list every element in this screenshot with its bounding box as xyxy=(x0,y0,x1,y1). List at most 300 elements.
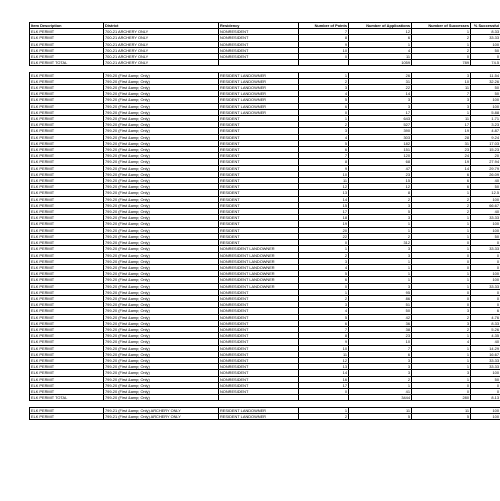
cell-residency: NONRESIDENT xyxy=(219,364,299,370)
cell-district: 799-20 (First &amp; Only) xyxy=(104,103,219,109)
cell-percent-successful: 4.35 xyxy=(471,333,500,339)
cell-percent-successful: 50 xyxy=(471,376,500,382)
cell-percent-successful: 33.33 xyxy=(471,246,500,252)
cell-number-of-points: 7 xyxy=(299,29,349,35)
cell-residency: NONRESIDENT xyxy=(219,302,299,308)
cell-district: 799-20 (First &amp; Only) xyxy=(104,370,219,376)
cell-number-of-successes: 0 xyxy=(412,295,471,301)
cell-number-of-points: 3 xyxy=(299,85,349,91)
cell-number-of-applications: 182 xyxy=(349,140,412,146)
cell-number-of-points: 16 xyxy=(299,376,349,382)
cell-number-of-points: 22 xyxy=(299,233,349,239)
cell-residency: RESIDENT xyxy=(219,184,299,190)
cell-district: 799-20 (First &amp; Only) xyxy=(104,190,219,196)
cell-number-of-applications: 6 xyxy=(349,351,412,357)
cell-item-description: ELK PERMIT xyxy=(30,109,104,115)
cell-residency: RESIDENT xyxy=(219,159,299,165)
cell-number-of-successes: 5 xyxy=(412,413,471,419)
cell-item-description: ELK PERMIT xyxy=(30,134,104,140)
cell-item-description: ELK PERMIT xyxy=(30,171,104,177)
cell-item-description: ELK PERMIT xyxy=(30,103,104,109)
cell-residency: RESIDENT xyxy=(219,240,299,246)
cell-district: 799-20 (First &amp; Only) xyxy=(104,140,219,146)
cell-residency: NONRESIDENT xyxy=(219,382,299,388)
cell-percent-successful: 0 xyxy=(471,252,500,258)
cell-item-description: ELK PERMIT xyxy=(30,196,104,202)
cell-item-description: ELK PERMIT xyxy=(30,271,104,277)
cell-residency: RESIDENT xyxy=(219,147,299,153)
cell-district: 799-21 (First &amp; Only) ARCHERY ONLY xyxy=(104,407,219,413)
cell-number-of-applications: 1 xyxy=(349,221,412,227)
cell-item-description: ELK PERMIT xyxy=(30,202,104,208)
cell-district: 700-21 ARCHERY ONLY xyxy=(104,29,219,35)
cell-item-description: ELK PERMIT xyxy=(30,233,104,239)
cell-residency: RESIDENT LANDOWNER xyxy=(219,78,299,84)
cell-district: 799-20 (First &amp; Only) xyxy=(104,215,219,221)
cell-district: 799-20 (First &amp; Only) xyxy=(104,153,219,159)
cell-district: 799-20 (First &amp; Only) xyxy=(104,357,219,363)
cell-residency: RESIDENT xyxy=(219,165,299,171)
cell-number-of-applications: 1059 xyxy=(349,60,412,66)
cell-item-description: ELK PERMIT xyxy=(30,128,104,134)
cell-number-of-successes: 2 xyxy=(412,209,471,215)
cell-item-description: ELK PERMIT xyxy=(30,289,104,295)
cell-percent-successful: 100 xyxy=(471,277,500,283)
cell-percent-successful: 0 xyxy=(471,289,500,295)
cell-percent-successful: 100 xyxy=(471,407,500,413)
cell-item-description: ELK PERMIT xyxy=(30,333,104,339)
cell-item-description: ELK PERMIT xyxy=(30,227,104,233)
cell-percent-successful: 33.33 xyxy=(471,364,500,370)
cell-residency: RESIDENT xyxy=(219,122,299,128)
cell-number-of-successes: 2 xyxy=(412,47,471,53)
cell-number-of-applications: 42 xyxy=(349,314,412,320)
header-number-of-points: Number of Points xyxy=(299,23,349,29)
cell-percent-successful: 0 xyxy=(471,54,500,60)
cell-number-of-points: 5 xyxy=(299,271,349,277)
cell-district: 799-20 (First &amp; Only) xyxy=(104,271,219,277)
cell-number-of-applications: 41 xyxy=(349,388,412,394)
cell-district: 799-20 (First &amp; Only) xyxy=(104,109,219,115)
cell-residency: NONRESIDENT xyxy=(219,333,299,339)
cell-residency: NONRESIDENT xyxy=(219,326,299,332)
cell-number-of-successes: 11 xyxy=(412,116,471,122)
cell-percent-successful: 26.09 xyxy=(471,171,500,177)
cell-number-of-applications: 1 xyxy=(349,41,412,47)
cell-percent-successful: 12.5 xyxy=(471,190,500,196)
cell-percent-successful: 100 xyxy=(471,103,500,109)
cell-residency: NONRESIDENT xyxy=(219,308,299,314)
cell-residency: RESIDENT xyxy=(219,202,299,208)
cell-percent-successful: 8.13 xyxy=(471,395,500,401)
cell-district: 799-20 (First &amp; Only) xyxy=(104,364,219,370)
cell-item-description: ELK PERMIT xyxy=(30,159,104,165)
cell-residency: NONRESIDENT xyxy=(219,370,299,376)
cell-percent-successful: 16.67 xyxy=(471,351,500,357)
cell-item-description: ELK PERMIT xyxy=(30,376,104,382)
cell-percent-successful: 5.88 xyxy=(471,109,500,115)
cell-number-of-successes: 2 xyxy=(412,314,471,320)
cell-number-of-points: 1 xyxy=(299,289,349,295)
cell-number-of-applications: 1 xyxy=(349,277,412,283)
cell-district: 799-20 (First &amp; Only) xyxy=(104,227,219,233)
cell-percent-successful: 1.71 xyxy=(471,116,500,122)
cell-number-of-successes: 0 xyxy=(412,302,471,308)
cell-number-of-applications: 1 xyxy=(349,258,412,264)
cell-number-of-points: 18 xyxy=(299,215,349,221)
cell-number-of-successes: 4 xyxy=(412,339,471,345)
cell-item-description: ELK PERMIT xyxy=(30,140,104,146)
cell-item-description: ELK PERMIT xyxy=(30,295,104,301)
cell-district: 799-20 (First &amp; Only) xyxy=(104,388,219,394)
cell-number-of-successes: 10 xyxy=(412,78,471,84)
cell-number-of-points: 11 xyxy=(299,178,349,184)
cell-number-of-applications: 4 xyxy=(349,47,412,53)
cell-item-description: ELK PERMIT xyxy=(30,413,104,419)
cell-district: 799-20 (First &amp; Only) xyxy=(104,134,219,140)
cell-number-of-successes: 7 xyxy=(412,91,471,97)
cell-district: 799-20 (First &amp; Only) xyxy=(104,314,219,320)
cell-item-description: ELK PERMIT xyxy=(30,35,104,41)
cell-number-of-points: 0 xyxy=(299,54,349,60)
header-percent-successful: % Successful xyxy=(471,23,500,29)
cell-number-of-successes: 6 xyxy=(412,184,471,190)
cell-number-of-points: 2 xyxy=(299,413,349,419)
cell-percent-successful: 0 xyxy=(471,388,500,394)
cell-percent-successful: 50 xyxy=(471,85,500,91)
cell-district: 799-20 (First &amp; Only) xyxy=(104,78,219,84)
cell-number-of-successes: 1 xyxy=(412,41,471,47)
cell-percent-successful: 6 xyxy=(471,308,500,314)
cell-item-description: ELK PERMIT xyxy=(30,78,104,84)
cell-item-description: ELK PERMIT xyxy=(30,370,104,376)
cell-number-of-points: 6 xyxy=(299,320,349,326)
cell-residency: RESIDENT xyxy=(219,153,299,159)
cell-number-of-successes: 1 xyxy=(412,376,471,382)
cell-number-of-points: 1 xyxy=(299,72,349,78)
cell-number-of-successes: 1 xyxy=(412,246,471,252)
cell-number-of-successes: 1 xyxy=(412,357,471,363)
cell-residency: NONRESIDENT xyxy=(219,289,299,295)
cell-number-of-applications: 303 xyxy=(349,134,412,140)
cell-percent-successful: 0 xyxy=(471,240,500,246)
cell-district: 799-20 (First &amp; Only) xyxy=(104,209,219,215)
cell-number-of-applications: 3 xyxy=(349,283,412,289)
cell-percent-successful: 50 xyxy=(471,47,500,53)
cell-item-description: ELK PERMIT xyxy=(30,41,104,47)
cell-number-of-applications: 643 xyxy=(349,116,412,122)
cell-item-description: ELK PERMIT xyxy=(30,407,104,413)
cell-item-description: ELK PERMIT xyxy=(30,240,104,246)
cell-district: 799-20 (First &amp; Only) xyxy=(104,326,219,332)
cell-number-of-points: 4 xyxy=(299,91,349,97)
cell-number-of-applications: 12 xyxy=(349,29,412,35)
cell-residency: RESIDENT LANDOWNER xyxy=(219,72,299,78)
cell-percent-successful: 11.54 xyxy=(471,72,500,78)
cell-district: 799-20 (First &amp; Only) xyxy=(104,246,219,252)
cell-number-of-successes: 14 xyxy=(412,165,471,171)
cell-residency: NONRESIDENT LANDOWNER xyxy=(219,258,299,264)
cell-percent-successful: 15.23 xyxy=(471,147,500,153)
cell-percent-successful: 0 xyxy=(471,382,500,388)
cell-number-of-applications: 5 xyxy=(349,209,412,215)
cell-district: 700-21 ARCHERY ONLY xyxy=(104,54,219,60)
cell-number-of-successes: 3 xyxy=(412,320,471,326)
cell-number-of-points: 7 xyxy=(299,153,349,159)
cell-number-of-applications: 10 xyxy=(349,339,412,345)
cell-number-of-points: 9 xyxy=(299,41,349,47)
cell-number-of-successes: 1 xyxy=(412,351,471,357)
cell-district: 799-20 (First &amp; Only) xyxy=(104,221,219,227)
cell-percent-successful: 8.33 xyxy=(471,320,500,326)
cell-item-description: ELK PERMIT xyxy=(30,184,104,190)
cell-number-of-applications: 50 xyxy=(349,308,412,314)
cell-number-of-applications: 3 xyxy=(349,252,412,258)
cell-number-of-points: 3 xyxy=(299,128,349,134)
cell-number-of-applications: 390 xyxy=(349,128,412,134)
cell-residency: NONRESIDENT LANDOWNER xyxy=(219,283,299,289)
cell-number-of-points: 10 xyxy=(299,171,349,177)
cell-number-of-successes: 19 xyxy=(412,128,471,134)
cell-number-of-applications: 527 xyxy=(349,122,412,128)
cell-percent-successful: 4.87 xyxy=(471,128,500,134)
header-district: District xyxy=(104,23,219,29)
cell-number-of-applications: 3444 xyxy=(349,395,412,401)
cell-residency: RESIDENT LANDOWNER xyxy=(219,103,299,109)
cell-number-of-applications: 31 xyxy=(349,78,412,84)
cell-number-of-applications: 8 xyxy=(349,190,412,196)
cell-percent-successful: 33.33 xyxy=(471,35,500,41)
cell-percent-successful: 0 xyxy=(471,295,500,301)
cell-district: 799-20 (First &amp; Only) xyxy=(104,258,219,264)
cell-residency: RESIDENT LANDOWNER xyxy=(219,413,299,419)
cell-number-of-applications: 3 xyxy=(349,103,412,109)
cell-number-of-applications: 51 xyxy=(349,302,412,308)
cell-number-of-applications: 68 xyxy=(349,159,412,165)
cell-district: 799-20 (First &amp; Only) xyxy=(104,184,219,190)
cell-item-description: ELK PERMIT xyxy=(30,221,104,227)
cell-residency: NONRESIDENT xyxy=(219,376,299,382)
header-number-of-applications: Number of Applications xyxy=(349,23,412,29)
cell-number-of-successes: 3 xyxy=(412,308,471,314)
cell-number-of-successes: 1 xyxy=(412,109,471,115)
cell-item-description: ELK PERMIT xyxy=(30,153,104,159)
cell-number-of-successes: 0 xyxy=(412,388,471,394)
cell-item-description: ELK PERMIT xyxy=(30,215,104,221)
cell-number-of-successes: 0 xyxy=(412,289,471,295)
cell-district: 799-20 (First &amp; Only) xyxy=(104,97,219,103)
cell-number-of-successes: 24 xyxy=(412,153,471,159)
cell-number-of-points: 6 xyxy=(299,277,349,283)
cell-number-of-successes: 0 xyxy=(412,240,471,246)
cell-percent-successful: 33.33 xyxy=(471,283,500,289)
cell-number-of-successes: 6 xyxy=(412,171,471,177)
cell-percent-successful: 0 xyxy=(471,264,500,270)
cell-number-of-successes: 23 xyxy=(412,147,471,153)
cell-number-of-points: 15 xyxy=(299,202,349,208)
cell-district: 799-20 (First &amp; Only) xyxy=(104,233,219,239)
cell-number-of-successes: 1 xyxy=(412,227,471,233)
cell-item-description: ELK PERMIT xyxy=(30,351,104,357)
cell-item-description: ELK PERMIT xyxy=(30,29,104,35)
cell-number-of-points: 2 xyxy=(299,252,349,258)
cell-residency: RESIDENT xyxy=(219,171,299,177)
cell-number-of-applications: 12 xyxy=(349,184,412,190)
cell-number-of-points: 0 xyxy=(299,283,349,289)
cell-number-of-points: 1 xyxy=(299,246,349,252)
cell-district: 799-21 (First &amp; Only) ARCHERY ONLY xyxy=(104,413,219,419)
cell-number-of-successes: 2 xyxy=(412,326,471,332)
table-row xyxy=(30,413,500,419)
cell-number-of-successes: 1 xyxy=(412,221,471,227)
cell-item-description: ELK PERMIT xyxy=(30,345,104,351)
cell-number-of-applications: 3 xyxy=(349,364,412,370)
cell-number-of-applications: 11 xyxy=(349,407,412,413)
cell-percent-successful: 3.23 xyxy=(471,122,500,128)
cell-district: 799-20 (First &amp; Only) xyxy=(104,277,219,283)
cell-number-of-successes: 0 xyxy=(412,382,471,388)
cell-residency: RESIDENT xyxy=(219,134,299,140)
cell-item-description: ELK PERMIT TOTAL xyxy=(30,60,104,66)
spreadsheet-page xyxy=(0,22,500,420)
cell-number-of-applications: 17 xyxy=(349,109,412,115)
cell-district: 799-20 (First &amp; Only) xyxy=(104,333,219,339)
cell-district: 799-20 (First &amp; Only) xyxy=(104,395,219,401)
cell-district: 799-20 (First &amp; Only) xyxy=(104,147,219,153)
cell-residency: NONRESIDENT xyxy=(219,357,299,363)
cell-number-of-successes: 3 xyxy=(412,370,471,376)
cell-number-of-points: 12 xyxy=(299,357,349,363)
cell-number-of-applications: 3 xyxy=(349,370,412,376)
cell-residency: NONRESIDENT xyxy=(219,35,299,41)
cell-percent-successful: 29.79 xyxy=(471,165,500,171)
cell-percent-successful: 100 xyxy=(471,41,500,47)
cell-residency: RESIDENT xyxy=(219,196,299,202)
cell-district: 799-20 (First &amp; Only) xyxy=(104,264,219,270)
cell-residency: NONRESIDENT xyxy=(219,339,299,345)
cell-number-of-successes: 2 xyxy=(412,35,471,41)
cell-number-of-points: 10 xyxy=(299,345,349,351)
cell-item-description: ELK PERMIT xyxy=(30,283,104,289)
cell-district: 799-20 (First &amp; Only) xyxy=(104,196,219,202)
cell-number-of-points: 4 xyxy=(299,308,349,314)
cell-number-of-applications: 1 xyxy=(349,264,412,270)
cell-number-of-applications: 1 xyxy=(349,382,412,388)
cell-item-description: ELK PERMIT xyxy=(30,190,104,196)
cell-residency: NONRESIDENT xyxy=(219,351,299,357)
header-number-of-successes: Number of Successes xyxy=(412,23,471,29)
cell-district: 799-20 (First &amp; Only) xyxy=(104,376,219,382)
cell-number-of-points: 13 xyxy=(299,364,349,370)
cell-number-of-points: 0 xyxy=(299,388,349,394)
cell-percent-successful: 100 xyxy=(471,97,500,103)
cell-number-of-points: 8 xyxy=(299,35,349,41)
cell-number-of-applications: 2 xyxy=(349,233,412,239)
cell-residency: NONRESIDENT xyxy=(219,314,299,320)
cell-number-of-applications: 3 xyxy=(349,357,412,363)
cell-number-of-applications: 2 xyxy=(349,196,412,202)
cell-number-of-applications: 86 xyxy=(349,295,412,301)
cell-number-of-applications: 7 xyxy=(349,345,412,351)
cell-number-of-points: 10 xyxy=(299,47,349,53)
cell-residency: RESIDENT LANDOWNER xyxy=(219,407,299,413)
cell-district: 799-20 (First &amp; Only) xyxy=(104,178,219,184)
cell-item-description: ELK PERMIT xyxy=(30,85,104,91)
cell-district: 799-20 (First &amp; Only) xyxy=(104,320,219,326)
cell-residency: RESIDENT xyxy=(219,227,299,233)
cell-percent-successful: 50 xyxy=(471,184,500,190)
cell-district: 799-20 (First &amp; Only) xyxy=(104,289,219,295)
table-body xyxy=(30,29,500,420)
cell-item-description: ELK PERMIT xyxy=(30,165,104,171)
cell-number-of-successes: 11 xyxy=(412,85,471,91)
cell-number-of-successes: 1 xyxy=(412,233,471,239)
cell-district: 700-21 ARCHERY ONLY xyxy=(104,60,219,66)
cell-percent-successful: 33.33 xyxy=(471,357,500,363)
cell-number-of-successes: 2 xyxy=(412,196,471,202)
cell-residency: NONRESIDENT xyxy=(219,320,299,326)
cell-number-of-points: 14 xyxy=(299,196,349,202)
cell-residency: RESIDENT xyxy=(219,128,299,134)
cell-item-description: ELK PERMIT xyxy=(30,277,104,283)
cell-district: 799-20 (First &amp; Only) xyxy=(104,308,219,314)
cell-number-of-successes: 1 xyxy=(412,190,471,196)
cell-number-of-successes: 1 xyxy=(412,345,471,351)
header-residency: Residency xyxy=(219,23,299,29)
cell-residency: RESIDENT LANDOWNER xyxy=(219,85,299,91)
cell-item-description: ELK PERMIT xyxy=(30,72,104,78)
cell-number-of-points: 1 xyxy=(299,407,349,413)
cell-item-description: ELK PERMIT xyxy=(30,209,104,215)
cell-district: 799-20 (First &amp; Only) xyxy=(104,116,219,122)
cell-number-of-applications: 1 xyxy=(349,271,412,277)
cell-number-of-points: 6 xyxy=(299,103,349,109)
cell-number-of-successes: 1 xyxy=(412,364,471,370)
cell-residency: NONRESIDENT xyxy=(219,47,299,53)
cell-percent-successful: 14.29 xyxy=(471,345,500,351)
cell-number-of-points: 5 xyxy=(299,140,349,146)
cell-item-description: ELK PERMIT xyxy=(30,258,104,264)
cell-residency: RESIDENT xyxy=(219,215,299,221)
cell-item-description: ELK PERMIT xyxy=(30,116,104,122)
cell-number-of-successes: 1 xyxy=(412,277,471,283)
cell-number-of-applications: 3 xyxy=(349,246,412,252)
cell-item-description: ELK PERMIT xyxy=(30,147,104,153)
cell-number-of-successes: 3 xyxy=(412,72,471,78)
cell-residency: RESIDENT xyxy=(219,209,299,215)
cell-number-of-applications: 26 xyxy=(349,72,412,78)
cell-district: 799-20 (First &amp; Only) xyxy=(104,91,219,97)
cell-number-of-successes: 280 xyxy=(412,395,471,401)
cell-residency: NONRESIDENT LANDOWNER xyxy=(219,246,299,252)
cell-number-of-successes: 1 xyxy=(412,29,471,35)
cell-number-of-applications: 5 xyxy=(349,413,412,419)
cell-percent-successful: 9.24 xyxy=(471,134,500,140)
cell-number-of-applications: 23 xyxy=(349,171,412,177)
cell-percent-successful: 8.33 xyxy=(471,29,500,35)
cell-item-description: ELK PERMIT xyxy=(30,47,104,53)
cell-number-of-points: 1 xyxy=(299,116,349,122)
cell-residency: RESIDENT xyxy=(219,178,299,184)
cell-number-of-applications: 95 xyxy=(349,289,412,295)
cell-district: 700-21 ARCHERY ONLY xyxy=(104,41,219,47)
cell-percent-successful: 40 xyxy=(471,209,500,215)
cell-number-of-points: 8 xyxy=(299,333,349,339)
cell-item-description: ELK PERMIT TOTAL xyxy=(30,395,104,401)
cell-item-description: ELK PERMIT xyxy=(30,91,104,97)
cell-number-of-applications: 120 xyxy=(349,153,412,159)
draw-results-table xyxy=(29,22,500,420)
